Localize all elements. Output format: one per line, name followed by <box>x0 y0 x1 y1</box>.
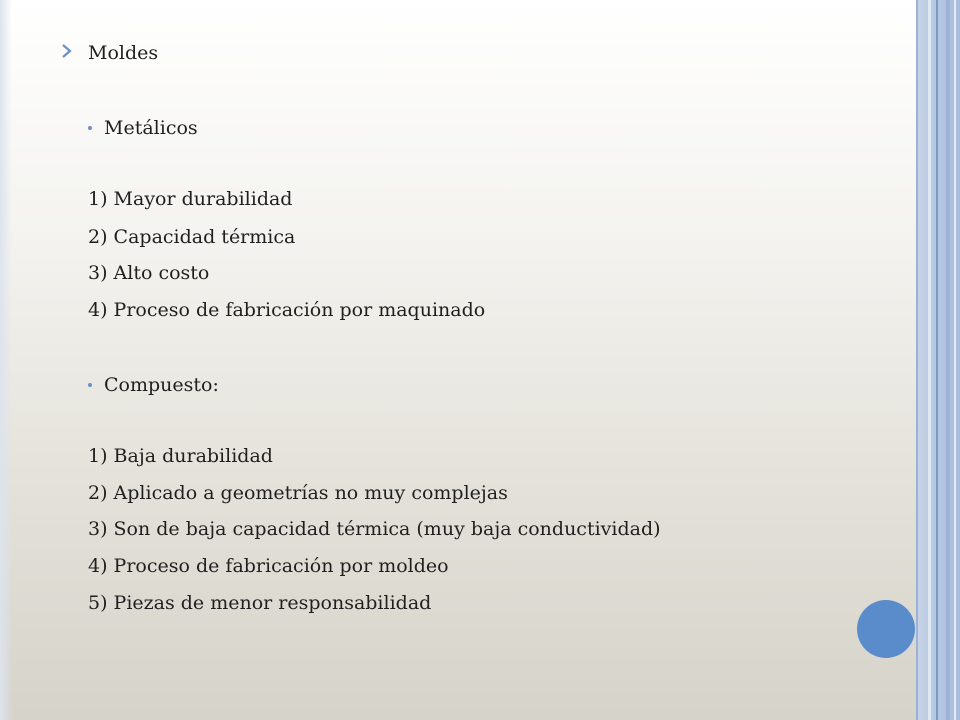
list-item: 1) Mayor durabilidad <box>88 188 293 210</box>
dot-bullet-icon <box>88 126 92 130</box>
chevron-right-icon <box>60 42 74 60</box>
list-item: 5) Piezas de menor responsabilidad <box>88 592 432 614</box>
decorative-stripe <box>954 0 956 720</box>
decorative-stripe <box>928 0 931 720</box>
slide-heading: Moldes <box>88 42 159 64</box>
list-item: 3) Alto costo <box>88 262 210 284</box>
section-label-compuesto: Compuesto: <box>104 374 219 396</box>
list-item: 4) Proceso de fabricación por maquinado <box>88 299 486 321</box>
decorative-stripe <box>916 0 918 720</box>
decorative-stripe <box>936 0 938 720</box>
list-item: 2) Aplicado a geometrías no muy complejas <box>88 482 508 504</box>
list-item: 3) Son de baja capacidad térmica (muy baja conductividad) <box>88 518 661 540</box>
list-item: 4) Proceso de fabricación por moldeo <box>88 555 449 577</box>
section-label-metalicos: Metálicos <box>104 117 198 139</box>
list-item: 1) Baja durabilidad <box>88 445 273 467</box>
decorative-stripe <box>946 0 950 720</box>
dot-bullet-icon <box>88 383 92 387</box>
list-item: 2) Capacidad térmica <box>88 226 296 248</box>
